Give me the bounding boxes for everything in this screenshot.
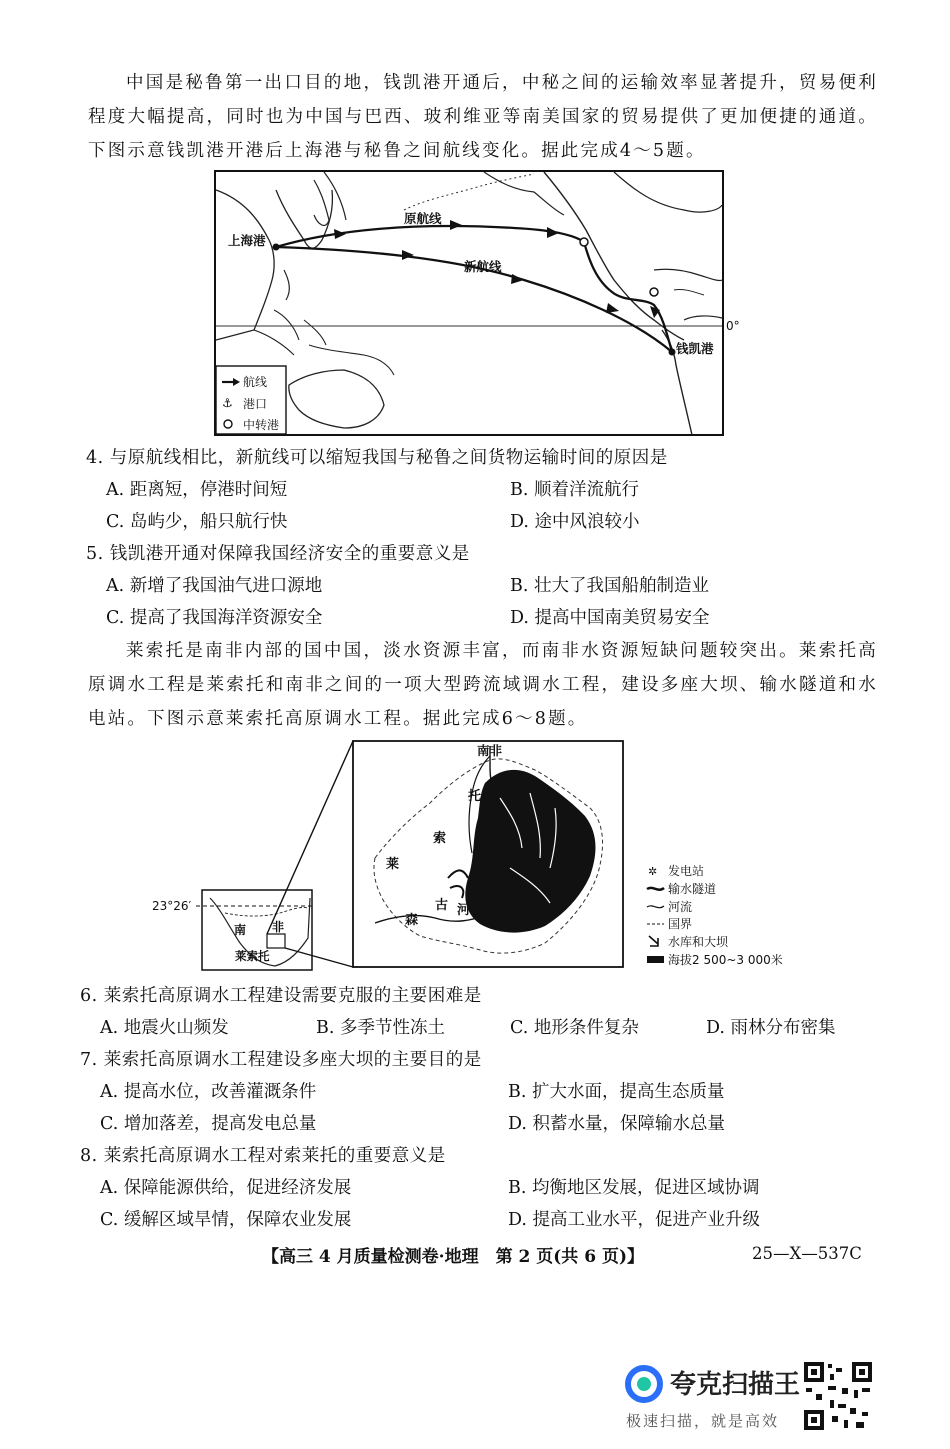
river-char-2: 古 [435, 898, 449, 913]
q6-option-b[interactable]: B. 多季节性冻土 [316, 1018, 445, 1038]
q7-option-c[interactable]: C. 增加落差，提高发电总量 [100, 1114, 317, 1134]
shanghai-label: 上海港 [228, 233, 266, 248]
dam-icon [649, 936, 658, 946]
question-4-stem: 4. 与原航线相比，新航线可以缩短我国与秘鲁之间货物运输时间的原因是 [86, 448, 668, 468]
question-7-stem: 7. 莱索托高原调水工程建设多座大坝的主要目的是 [80, 1050, 482, 1070]
q6-option-c[interactable]: C. 地形条件复杂 [510, 1018, 639, 1038]
q5-option-a[interactable]: A. 新增了我国油气进口源地 [106, 576, 323, 596]
river-icon [647, 906, 664, 908]
q7-option-b[interactable]: B. 扩大水面，提高生态质量 [508, 1082, 725, 1102]
passage-2: 莱索托是南非内部的国中国，淡水资源丰富，而南非水资源短缺问题较突出。莱索托高原调水工程是莱索托和南非之间的一项大型跨流域调水工程，建设多座大坝、输水隧道和水电站。下图示意莱索托高原调水工程。据此完成6～8题。 [88, 641, 878, 729]
river-char-1: 森 [405, 913, 419, 928]
scanner-watermark [624, 1360, 944, 1445]
q5-option-d[interactable]: D. 提高中国南美贸易安全 [510, 608, 710, 628]
q6-option-d[interactable]: D. 雨林分布密集 [706, 1018, 836, 1038]
anchor-icon: ⚓ [222, 396, 233, 410]
scanner-brand: 夸克扫描王 [670, 1370, 801, 1400]
lesotho-char-2: 索 [433, 831, 447, 846]
page-code: 25—X—537C [752, 1244, 862, 1263]
qr-code-icon [802, 1360, 874, 1432]
legend-port: 港口 [243, 397, 268, 411]
q7-option-d[interactable]: D. 积蓄水量，保障输水总量 [508, 1114, 726, 1134]
power-station-icon: ✲ [648, 865, 658, 878]
q8-option-b[interactable]: B. 均衡地区发展，促进区域协调 [508, 1178, 760, 1198]
q4-option-a[interactable]: A. 距离短，停港时间短 [106, 480, 288, 500]
q8-option-d[interactable]: D. 提高工业水平，促进产业升级 [508, 1210, 761, 1230]
legend-power: 发电站 [668, 864, 705, 878]
question-6-stem: 6. 莱索托高原调水工程建设需要克服的主要困难是 [80, 986, 482, 1006]
q8-option-c[interactable]: C. 缓解区域旱情，保障农业发展 [100, 1210, 352, 1230]
inset-south-1: 南 [234, 923, 247, 937]
tunnel-icon [647, 888, 664, 890]
south-africa-label: 南非 [477, 743, 503, 758]
lesotho-char-3: 托 [468, 789, 482, 804]
legend-river: 河流 [668, 900, 693, 914]
route-map [214, 170, 740, 436]
page-footer-title: 【高三 4 月质量检测卷·地理 第 2 页(共 6 页)】 [262, 1247, 645, 1267]
new-route-label: 新航线 [464, 259, 502, 274]
q5-option-c[interactable]: C. 提高了我国海洋资源安全 [106, 608, 323, 628]
q6-option-a[interactable]: A. 地震火山频发 [100, 1018, 229, 1038]
q4-option-c[interactable]: C. 岛屿少，船只航行快 [106, 512, 288, 532]
lesotho-map [150, 738, 800, 976]
q7-option-a[interactable]: A. 提高水位，改善灌溉条件 [100, 1082, 317, 1102]
legend-transit: 中转港 [243, 418, 280, 432]
chancay-label: 钱凯港 [676, 341, 714, 356]
river-char-3: 河 [457, 903, 471, 918]
q5-option-b[interactable]: B. 壮大了我国船舶制造业 [510, 576, 709, 596]
transit-legend-icon [224, 420, 232, 428]
old-route-label: 原航线 [404, 211, 442, 226]
equator-label: 0° [726, 319, 740, 333]
lesotho-char-1: 莱 [386, 857, 400, 872]
legend-border: 国界 [668, 917, 693, 931]
altitude-icon [647, 956, 664, 963]
legend-route: 航线 [243, 375, 268, 389]
q4-option-d[interactable]: D. 途中风浪较小 [510, 512, 640, 532]
legend-altitude: 海拔2 500~3 000米 [668, 953, 783, 967]
question-5-stem: 5. 钱凯港开通对保障我国经济安全的重要意义是 [86, 544, 470, 564]
latitude-label: 23°26′ [152, 899, 192, 913]
question-8-stem: 8. 莱索托高原调水工程对索莱托的重要意义是 [80, 1146, 446, 1166]
inset-south-2: 非 [272, 920, 285, 934]
q4-option-b[interactable]: B. 顺着洋流航行 [510, 480, 639, 500]
scanner-slogan: 极速扫描，就是高效 [626, 1412, 780, 1430]
passage-1: 中国是秘鲁第一出口目的地，钱凯港开通后，中秘之间的运输效率显著提升，贸易便利程度大幅提高，同时也为中国与巴西、玻利维亚等南美国家的贸易提供了更加便捷的通道。下图示意钱凯港开港后上海港与秘鲁之间航线变化。据此完成4～5题。 [88, 73, 878, 161]
q8-option-a[interactable]: A. 保障能源供给，促进经济发展 [100, 1178, 352, 1198]
scanner-logo-icon [624, 1364, 664, 1404]
legend-tunnel: 输水隧道 [668, 882, 717, 896]
legend-dam: 水库和大坝 [668, 935, 729, 949]
inset-lesotho: 莱索托 [235, 949, 270, 963]
